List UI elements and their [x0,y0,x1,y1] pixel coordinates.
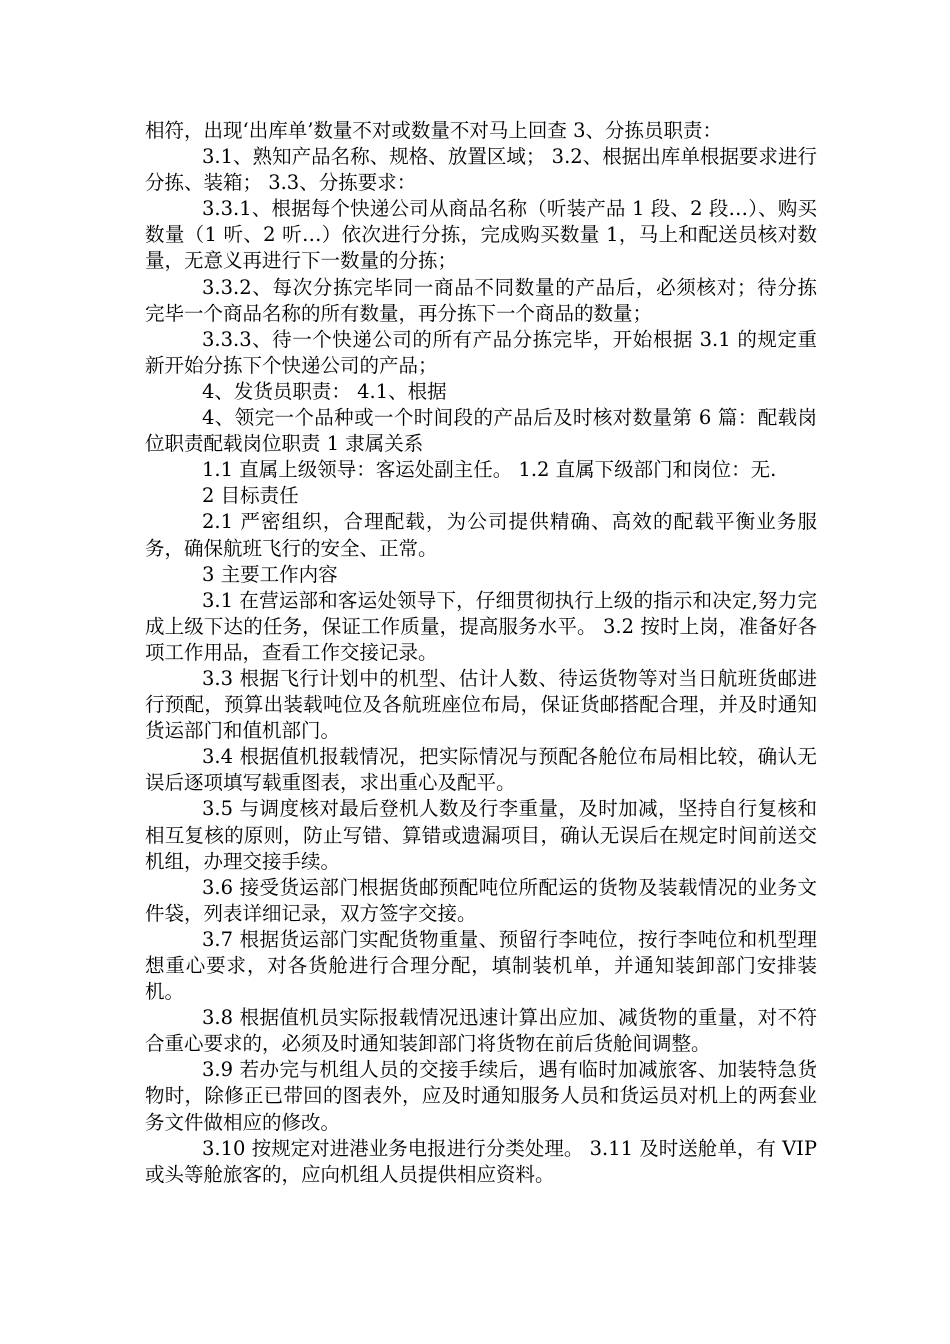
paragraph: 3.8 根据值机员实际报载情况迅速计算出应加、减货物的重量，对不符合重心要求的，必须及时通知装卸部门将货物在前后货舱间调整。 [145,1006,817,1056]
section-heading: 3 主要工作内容 [202,562,338,586]
paragraph: 1.1 直属上级领导：客运处副主任。 1.2 直属下级部门和岗位：无. [202,458,777,482]
paragraph: 3.3.1、根据每个快递公司从商品名称（听装产品 1 段、2 段…）、购买数量（1 听、2 听…）依次进行分拣，完成购买数量 1，马上和配送员核对数量，无意义再进行下一数量的分拣； [145,197,817,273]
paragraph: 3.10 按规定对进港业务电报进行分类处理。 3.11 及时送舱单，有 VIP 或头等舱旅客的，应向机组人员提供相应资料。 [145,1136,817,1186]
paragraph: 3.7 根据货运部门实配货物重量、预留行李吨位，按行李吨位和机型理想重心要求，对各货舱进行合理分配，填制装机单，并通知装卸部门安排装机。 [145,927,817,1004]
paragraph: 3.1、熟知产品名称、规格、放置区域； 3.2、根据出库单根据要求进行分拣、装箱； 3.3、分拣要求： [145,145,817,195]
paragraph: 相符，出现‘出库单’数量不对或数量不对马上回查 3、分拣员职责： [145,119,723,142]
paragraph: 3.1 在营运部和客运处领导下，仔细贯彻执行上级的指示和决定,努力完成上级下达的任务，保证工作质量，提高服务水平。 3.2 按时上岗，准备好各项工作用品，查看工作交接记录。 [145,588,817,664]
section-heading: 2 目标责任 [202,484,299,508]
paragraph: 3.4 根据值机报载情况，把实际情况与预配各舱位布局相比较，确认无误后逐项填写载重图表，求出重心及配平。 [145,745,817,795]
paragraph: 3.3.3、待一个快递公司的所有产品分拣完毕，开始根据 3.1 的规定重新开始分拣下个快递公司的产品； [145,327,817,377]
document-body [145,118,817,1188]
paragraph: 4、发货员职责： 4.1、根据 [202,379,447,403]
paragraph: 3.3.2、每次分拣完毕同一商品不同数量的产品后，必须核对；待分拣完毕一个商品名称的所有数量，再分拣下一个商品的数量； [145,275,817,325]
paragraph: 4、领完一个品种或一个时间段的产品后及时核对数量第 6 篇：配载岗位职责配载岗位职责 1 隶属关系 [145,406,817,456]
paragraph: 3.5 与调度核对最后登机人数及行李重量，及时加减，坚持自行复核和相互复核的原则，防止写错、算错或遗漏项目，确认无误后在规定时间前送交机组，办理交接手续。 [145,797,817,873]
paragraph: 3.9 若办完与机组人员的交接手续后，遇有临时加减旅客、加装特急货物时，除修正已带回的图表外，应及时通知服务人员和货运员对机上的两套业务文件做相应的修改。 [145,1058,817,1134]
paragraph: 2.1 严密组织，合理配载，为公司提供精确、高效的配载平衡业务服务，确保航班飞行的安全、正常。 [145,510,817,560]
paragraph: 3.6 接受货运部门根据货邮预配吨位所配运的货物及装载情况的业务文件袋，列表详细记录，双方签字交接。 [145,875,817,925]
paragraph: 3.3 根据飞行计划中的机型、估计人数、待运货物等对当日航班货邮进行预配，预算出装载吨位及各航班座位布局，保证货邮搭配合理，并及时通知货运部门和值机部门。 [145,666,817,743]
